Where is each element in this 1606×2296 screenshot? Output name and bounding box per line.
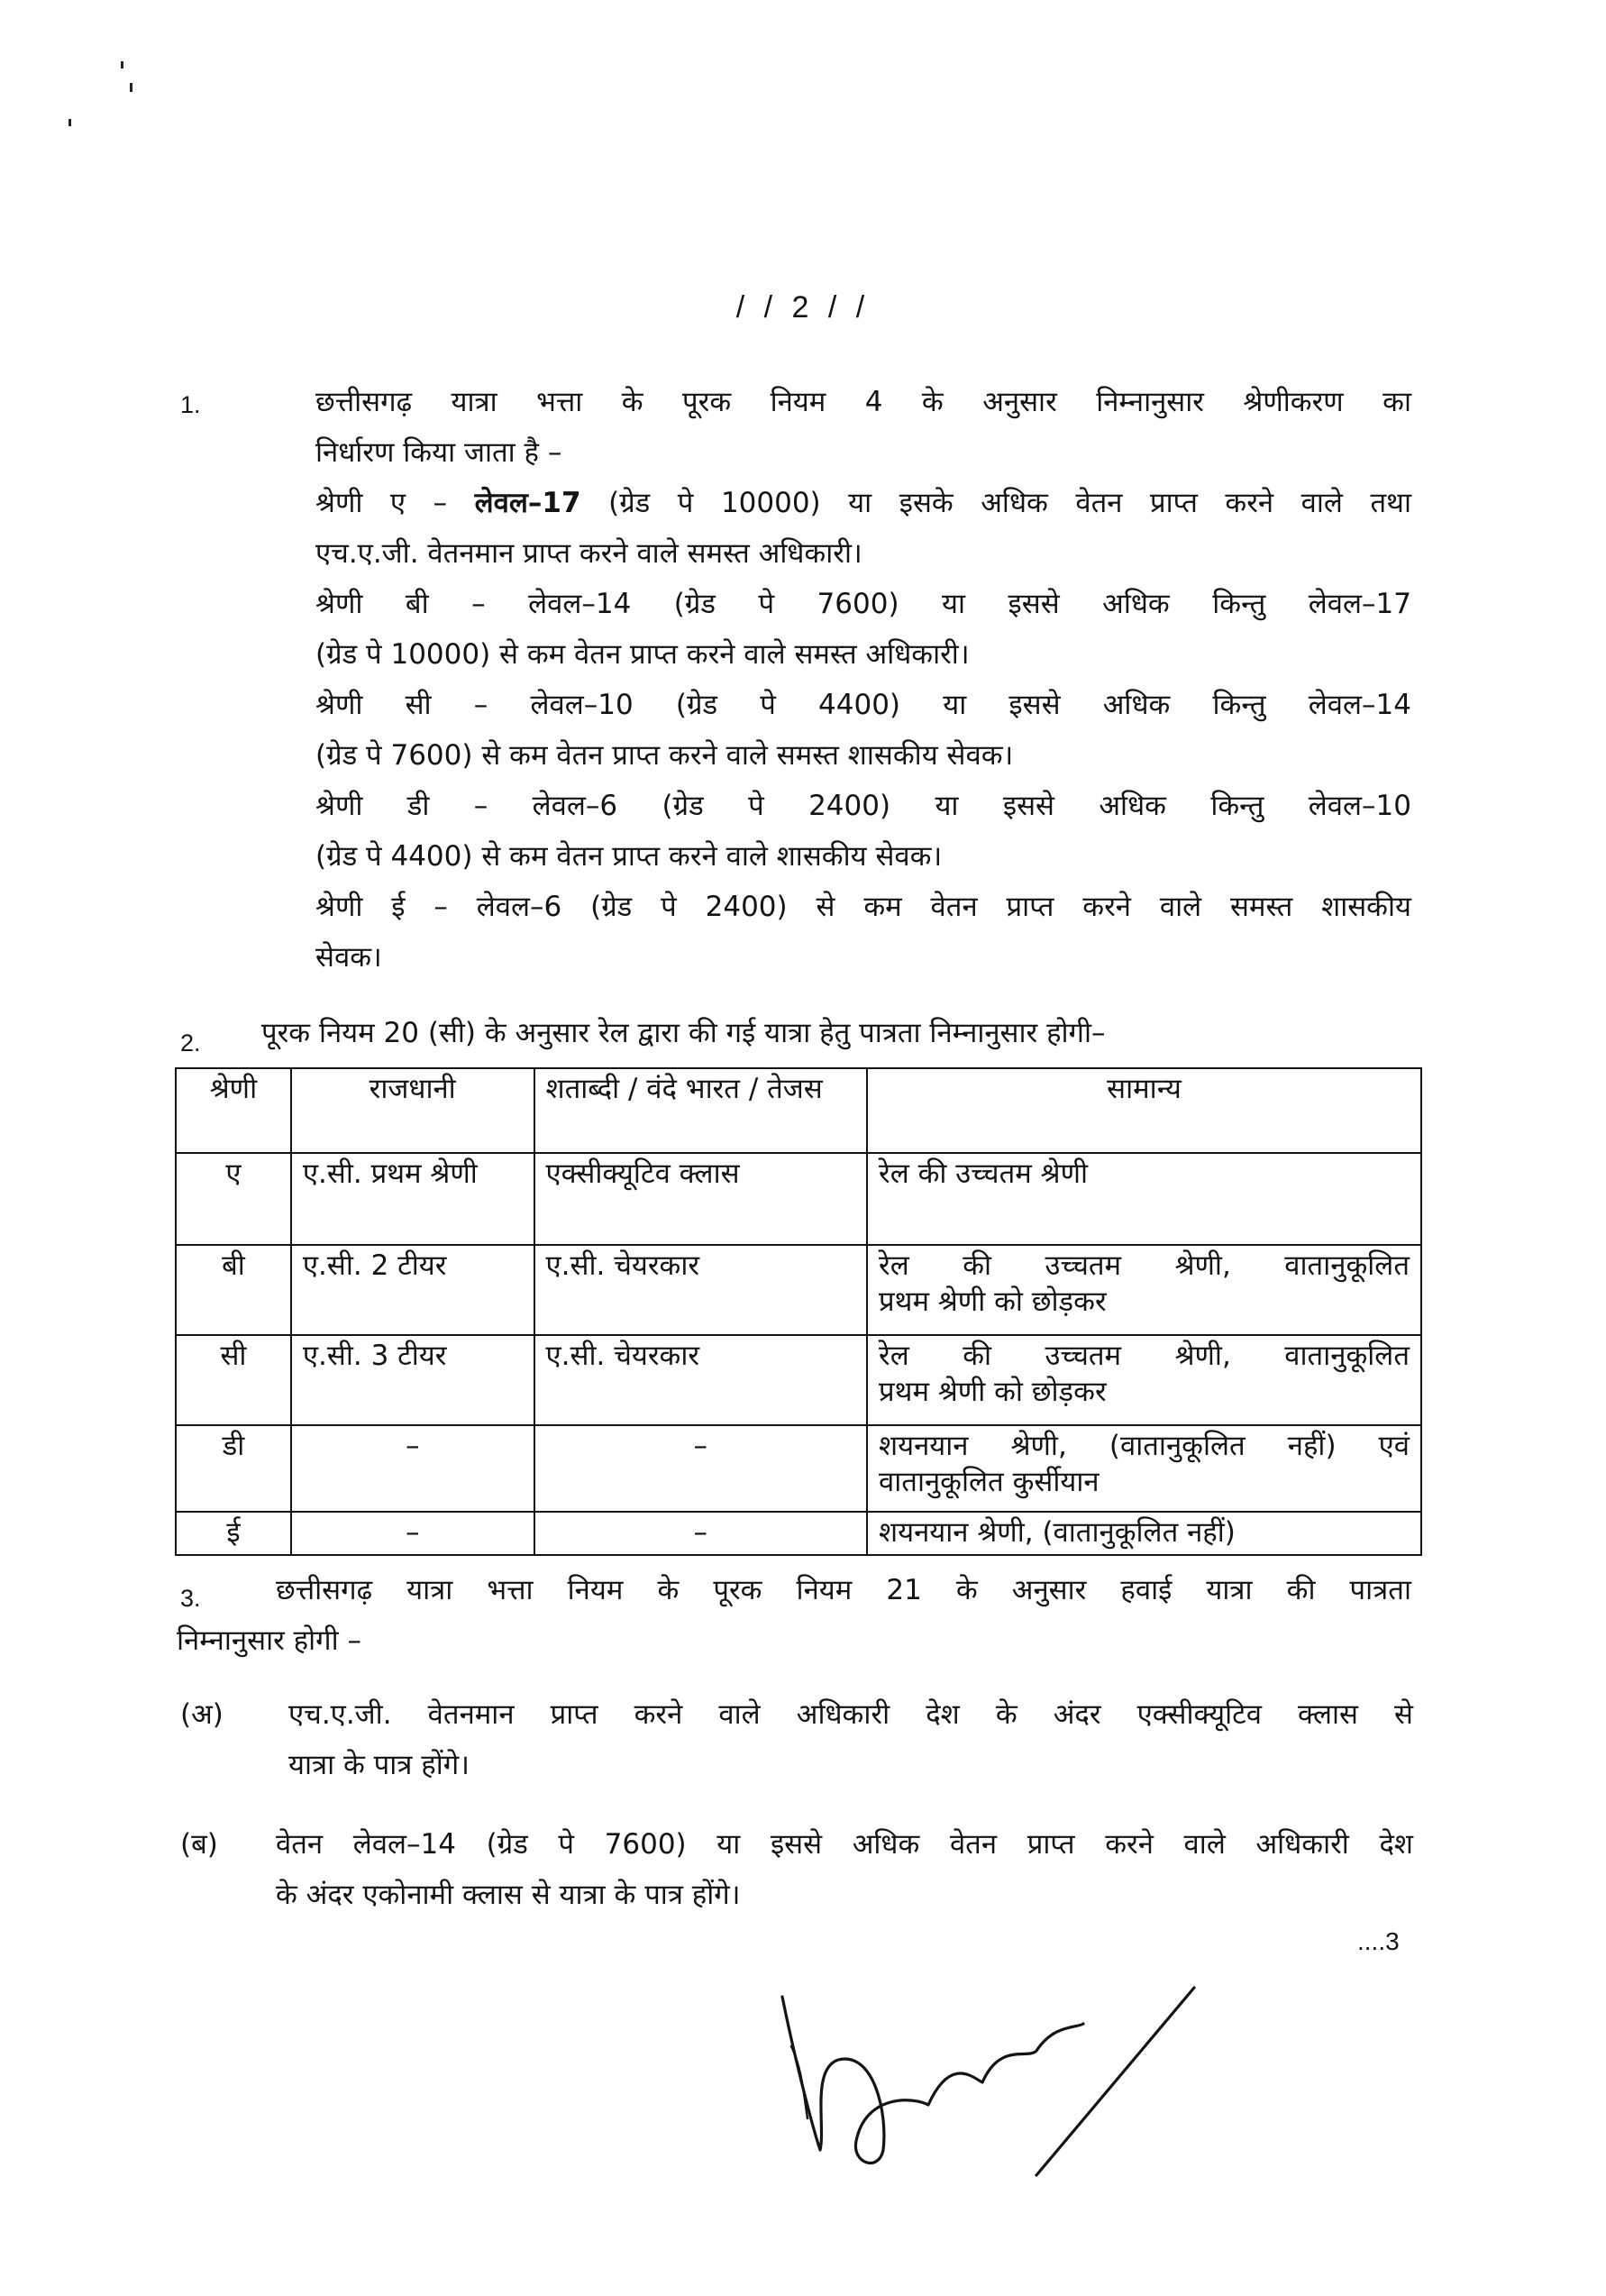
table-row <box>176 1153 1421 1245</box>
section-3-number: 3. <box>180 1585 201 1612</box>
item-line: यात्रा के पात्र होंगे। <box>288 1749 470 1781</box>
cell-general-line: वातानुकूलित कुर्सीयान <box>879 1466 1100 1498</box>
item-line: एच.ए.जी. वेतनमान प्राप्त करने वाले अधिकारी देश के अंदर एक्सीक्यूटिव क्लास से <box>288 1698 1413 1731</box>
cell-shatabdi: – <box>534 1512 868 1555</box>
cell-rajdhani: ए.सी. 3 टीयर <box>291 1335 534 1425</box>
category-line: श्रेणी डी – लेवल–6 (ग्रेड पे 2400) या इससे अधिक किन्तु लेवल–10 <box>315 790 1411 822</box>
cell-category: बी <box>176 1245 291 1335</box>
cell-rajdhani: ए.सी. 2 टीयर <box>291 1245 534 1335</box>
category-line: (ग्रेड पे 10000) से कम वेतन प्राप्त करने वाले समस्त अधिकारी। <box>315 638 970 671</box>
category-line: सेवक। <box>315 941 382 974</box>
section-3-line: निम्नानुसार होगी – <box>177 1624 361 1657</box>
cell-general <box>867 1153 1421 1245</box>
cell-shatabdi: – <box>534 1425 868 1512</box>
cell-general-line: प्रथम श्रेणी को छोड़कर <box>879 1376 1107 1408</box>
scan-mark <box>121 61 123 69</box>
page-number: / / 2 / / <box>735 290 871 325</box>
cell-general-line: प्रथम श्रेणी को छोड़कर <box>879 1285 1107 1318</box>
cell-rajdhani: – <box>291 1512 534 1555</box>
cell-shatabdi: ए.सी. चेयरकार <box>534 1335 868 1425</box>
rail-eligibility-table <box>175 1067 1422 1556</box>
section-1-line: निर्धारण किया जाता है – <box>315 436 562 469</box>
cell-general-line: रेल की उच्चतम श्रेणी <box>879 1157 1089 1190</box>
table-header-row <box>176 1068 1421 1153</box>
section-3-line: छत्तीसगढ़ यात्रा भत्ता नियम के पूरक नियम 21 के अनुसार हवाई यात्रा की पात्रता <box>276 1574 1411 1606</box>
cell-general <box>867 1335 1421 1425</box>
cell-general-line: शयनयान श्रेणी, (वातानुकूलित नहीं) <box>879 1516 1236 1549</box>
cell-general-line: शयनयान श्रेणी, (वातानुकूलित नहीं) एवं <box>879 1430 1410 1462</box>
category-a-line-2: एच.ए.जी. वेतनमान प्राप्त करने वाले समस्त अधिकारी। <box>315 537 862 570</box>
section-2-text: पूरक नियम 20 (सी) के अनुसार रेल द्वारा की गई यात्रा हेतु पात्रता निम्नानुसार होगी– <box>261 1017 1106 1049</box>
section-2-number: 2. <box>180 1029 201 1057</box>
category-a-prefix: श्रेणी ए – <box>315 487 475 519</box>
item-line: वेतन लेवल–14 (ग्रेड पे 7600) या इससे अधिक वेतन प्राप्त करने वाले अधिकारी देश <box>276 1828 1413 1861</box>
cell-shatabdi: ए.सी. चेयरकार <box>534 1245 868 1335</box>
cell-general-line: रेल की उच्चतम श्रेणी, वातानुकूलित <box>879 1249 1410 1282</box>
scan-mark <box>68 119 71 126</box>
header-general: सामान्य <box>867 1068 1421 1153</box>
category-line: श्रेणी ई – लेवल–6 (ग्रेड पे 2400) से कम वेतन प्राप्त करने वाले समस्त शासकीय <box>315 891 1411 923</box>
cell-category: ए <box>176 1153 291 1245</box>
cell-rajdhani: – <box>291 1425 534 1512</box>
category-line: (ग्रेड पे 7600) से कम वेतन प्राप्त करने वाले समस्त शासकीय सेवक। <box>315 739 1014 772</box>
category-a-rest: (ग्रेड पे 10000) या इसके अधिक वेतन प्राप्त करने वाले तथा <box>580 487 1411 519</box>
section-1-line: छत्तीसगढ़ यात्रा भत्ता के पूरक नियम 4 के अनुसार निम्नानुसार श्रेणीकरण का <box>315 386 1411 418</box>
cell-shatabdi: एक्सीक्यूटिव क्लास <box>534 1153 868 1245</box>
cell-category: सी <box>176 1335 291 1425</box>
category-line: श्रेणी सी – लेवल–10 (ग्रेड पे 4400) या इससे अधिक किन्तु लेवल–14 <box>315 689 1411 721</box>
cell-general <box>867 1425 1421 1512</box>
table-row <box>176 1425 1421 1512</box>
category-line: श्रेणी बी – लेवल–14 (ग्रेड पे 7600) या इससे अधिक किन्तु लेवल–17 <box>315 588 1411 620</box>
item-line: के अंदर एकोनामी क्लास से यात्रा के पात्र होंगे। <box>276 1879 741 1911</box>
cell-general-line: रेल की उच्चतम श्रेणी, वातानुकूलित <box>879 1340 1410 1372</box>
header-rajdhani: राजधानी <box>291 1068 534 1153</box>
signature <box>766 1970 1199 2177</box>
continuation-marker: ....3 <box>1357 1927 1400 1955</box>
scan-mark <box>130 83 132 92</box>
cell-category: ई <box>176 1512 291 1555</box>
table-row <box>176 1245 1421 1335</box>
table-row <box>176 1512 1421 1555</box>
table-row <box>176 1335 1421 1425</box>
header-category: श्रेणी <box>176 1068 291 1153</box>
category-a-level: लेवल–17 <box>474 487 581 519</box>
category-a-line <box>315 485 1411 521</box>
item-label: (अ) <box>180 1698 224 1731</box>
item-label: (ब) <box>180 1828 218 1861</box>
cell-general <box>867 1245 1421 1335</box>
cell-category: डी <box>176 1425 291 1512</box>
cell-general <box>867 1512 1421 1555</box>
header-shatabdi: शताब्दी / वंदे भारत / तेजस <box>534 1068 868 1153</box>
category-line: (ग्रेड पे 4400) से कम वेतन प्राप्त करने वाले शासकीय सेवक। <box>315 840 943 873</box>
cell-rajdhani: ए.सी. प्रथम श्रेणी <box>291 1153 534 1245</box>
section-1-number: 1. <box>180 391 201 418</box>
